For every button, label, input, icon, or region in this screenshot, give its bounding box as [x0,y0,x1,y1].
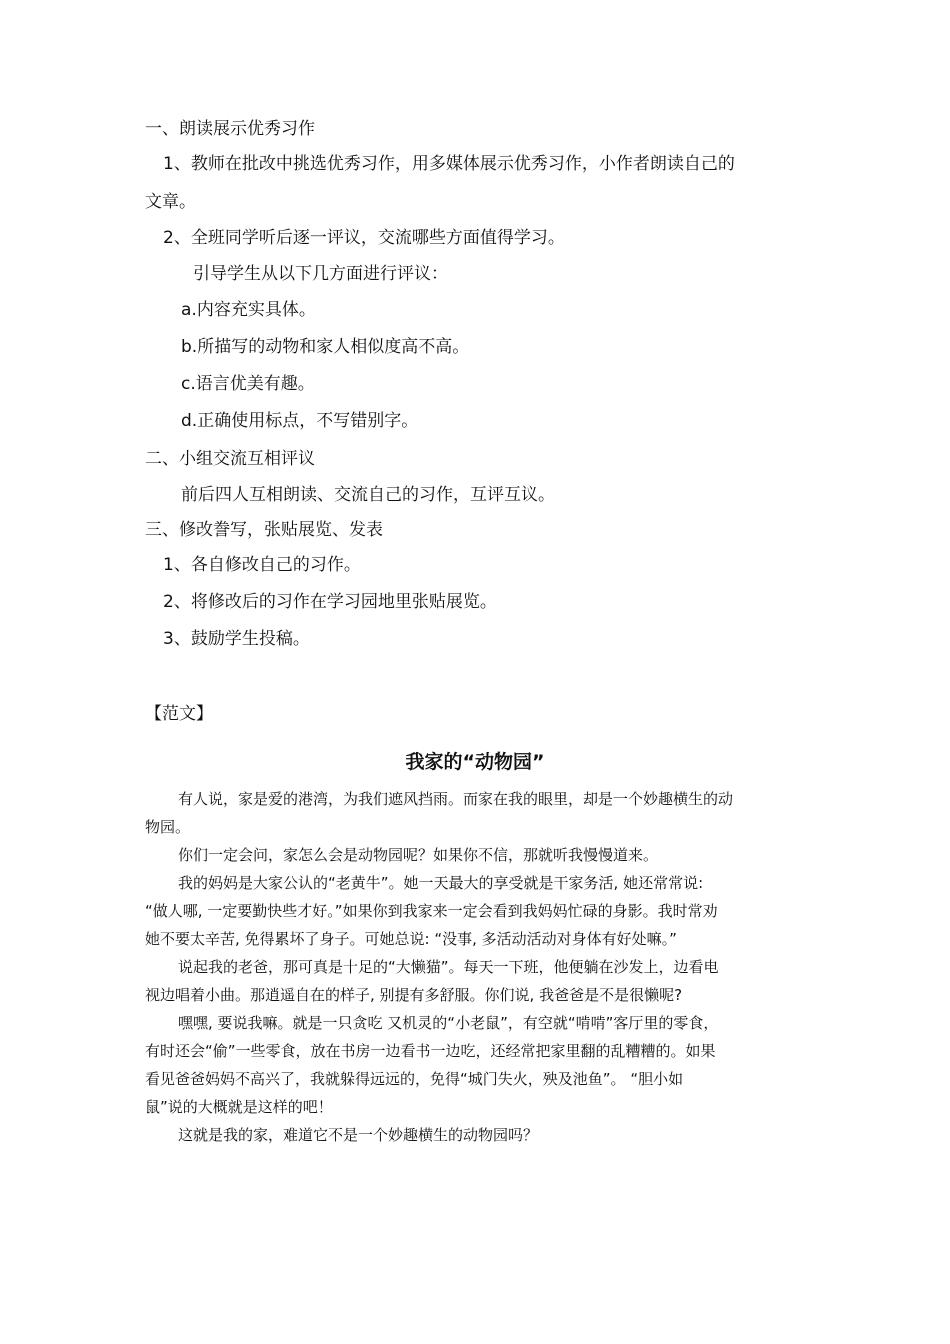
essay-line: 有时还会“偷”一些零食，放在书房一边看书一边吃，还经常把家里翻的乱糟糟的。如果 [145,1042,716,1060]
essay-line: 视边唱着小曲。那逍遥自在的样子, 别提有多舒服。你们说, 我爸爸是不是很懒呢? [145,986,683,1004]
section3-heading: 三、修改誊写，张贴展览、发表 [145,520,383,540]
section1-item1-line2: 文章。 [145,192,196,212]
essay-line: 这就是我的家，难道它不是一个妙趣横生的动物园吗？ [178,1126,539,1144]
essay-line: 有人说，家是爱的港湾，为我们遮风挡雨。而家在我的眼里，却是一个妙趣横生的动 [178,790,734,808]
essay-line: 鼠”说的大概就是这样的吧！ [145,1098,333,1116]
criteria-item-b: b.所描写的动物和家人相似度高不高。 [181,337,470,357]
criteria-item-c: c.语言优美有趣。 [181,374,315,394]
criteria-item-a: a.内容充实具体。 [181,300,316,320]
essay-line: 看见爸爸妈妈不高兴了，我就躲得远远的，免得“城门失火，殃及池鱼”。 “胆小如 [145,1070,684,1088]
essay-line: “做人哪, 一定要勤快些才好。”如果你到我家来一定会看到我妈妈忙碌的身影。我时常劝 [145,902,718,920]
essay-line: 嘿嘿, 要说我嘛。就是一只贪吃 又机灵的“小老鼠”，有空就“啃啃”客厅里的零食， [178,1014,719,1032]
section3-item-1: 1、各自修改自己的习作。 [163,555,361,575]
section3-item-3: 3、鼓励学生投稿。 [163,629,310,649]
essay-line: 你们一定会问，家怎么会是动物园呢？如果你不信，那就听我慢慢道来。 [178,846,659,864]
section1-guide: 引导学生从以下几方面进行评议： [193,264,448,284]
section2-body: 前后四人互相朗读、交流自己的习作，互评互议。 [181,485,555,505]
sample-title: 我家的“动物园” [405,751,545,773]
sample-label: 【范文】 [145,704,213,724]
section1-heading: 一、朗读展示优秀习作 [145,119,315,139]
essay-line: 说起我的老爸，那可真是十足的“大懒猫”。每天一下班，他便躺在沙发上，边看电 [178,958,719,976]
criteria-item-d: d.正确使用标点，不写错别字。 [181,411,419,431]
section3-item-2: 2、将修改后的习作在学习园地里张贴展览。 [163,592,497,612]
section1-item1-line1: 1、教师在批改中挑选优秀习作，用多媒体展示优秀习作，小作者朗读自己的 [163,154,735,174]
section2-heading: 二、小组交流互相评议 [145,449,315,469]
essay-line: 她不要太辛苦, 免得累坏了身子。可她总说: “没事, 多活动活动对身体有好处嘛。” [145,930,677,948]
essay-line: 物园。 [145,818,191,836]
essay-line: 我的妈妈是大家公认的“老黄牛”。她一天最大的享受就是干家务活, 她还常常说: [178,874,704,892]
section1-item2: 2、全班同学听后逐一评议，交流哪些方面值得学习。 [163,228,565,248]
